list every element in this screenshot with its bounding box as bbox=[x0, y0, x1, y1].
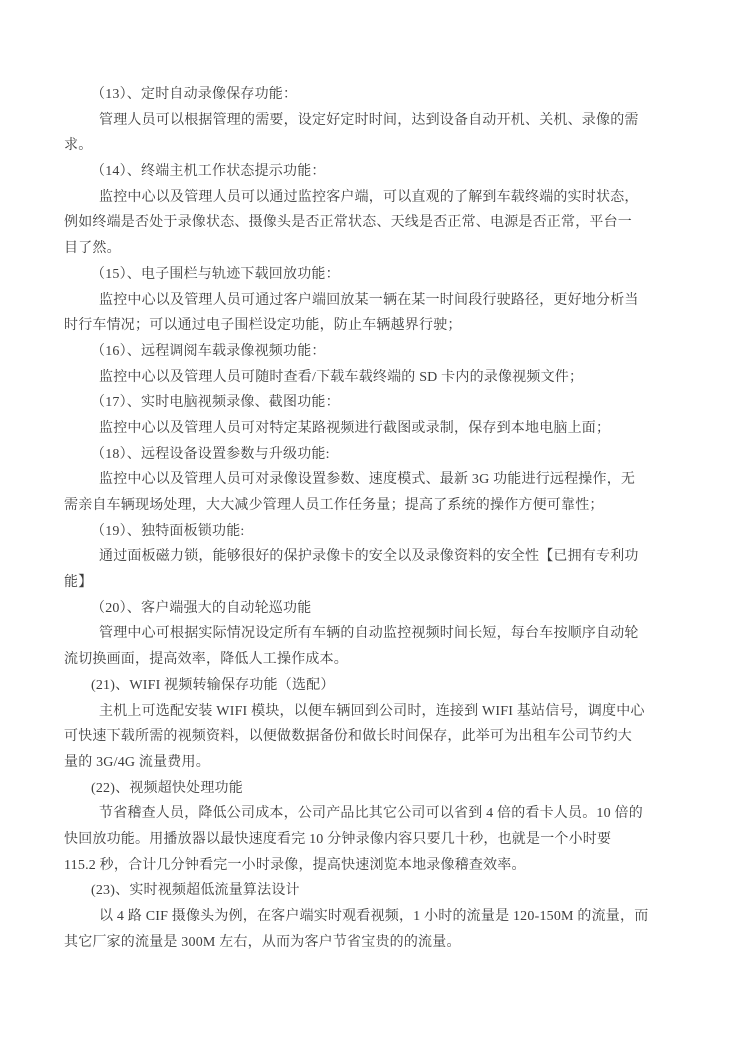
section-22-line: 快回放功能。用播放器以最快速度看完 10 分钟录像内容只要几十秒，也就是一个小时要 bbox=[64, 831, 612, 847]
section-14-line: 监控中心以及管理人员可以通过监控客户端，可以直观的了解到车载终端的实时状态， bbox=[99, 189, 639, 205]
section-14-heading: （14）、终端主机工作状态提示功能： bbox=[91, 164, 326, 180]
section-22-line: 115.2 秒，合计几分钟看完一小时录像，提高快速浏览本地录像稽查效率。 bbox=[64, 857, 526, 873]
section-15-heading: （15）、电子围栏与轨迹下载回放功能： bbox=[91, 266, 340, 282]
section-20-heading: （20）、客户端强大的自动轮巡功能 bbox=[91, 600, 312, 616]
section-18-line: 需亲自车辆现场处理，大大减少管理人员工作任务量；提高了系统的操作方便可靠性； bbox=[64, 498, 604, 513]
section-13-line: 求。 bbox=[64, 138, 93, 154]
section-19-line: 通过面板磁力锁，能够很好的保护录像卡的安全以及录像资料的安全性【已拥有专利功 bbox=[99, 549, 639, 565]
section-23-heading: (23)、实时视频超低流量算法设计 bbox=[91, 883, 300, 899]
section-23-line: 其它厂家的流量是 300M 左右，从而为客户节省宝贵的的流量。 bbox=[64, 934, 461, 950]
section-19-heading: （19）、独特面板锁功能: bbox=[91, 523, 245, 539]
section-16-heading: （16）、远程调阅车载录像视频功能： bbox=[91, 343, 326, 359]
section-19-line: 能】 bbox=[64, 575, 93, 591]
section-15-line: 时行车情况；可以通过电子围栏设定功能，防止车辆越界行驶； bbox=[64, 318, 462, 334]
section-21-line: 量的 3G/4G 流量费用。 bbox=[64, 754, 210, 770]
section-20-line: 流切换画面，提高效率，降低人工操作成本。 bbox=[64, 652, 348, 668]
section-23-line: 以 4 路 CIF 摄像头为例，在客户端实时观看视频，1 小时的流量是 120-150M 的流量，而 bbox=[99, 909, 649, 924]
section-18-line: 监控中心以及管理人员可对录像设置参数、速度模式、最新 3G 功能进行远程操作，无 bbox=[99, 472, 636, 488]
section-20-line: 管理中心可根据实际情况设定所有车辆的自动监控视频时间长短，每台车按顺序自动轮 bbox=[99, 626, 639, 642]
section-13-heading: （13）、定时自动录像保存功能： bbox=[91, 87, 298, 102]
section-16-line: 监控中心以及管理人员可随时查看/下载车载终端的 SD 卡内的录像视频文件； bbox=[99, 369, 584, 385]
document-text-block bbox=[64, 82, 649, 955]
section-13-line: 管理人员可以根据管理的需要，设定好定时时间，达到设备自动开机、关机、录像的需 bbox=[99, 112, 639, 128]
section-15-line: 监控中心以及管理人员可通过客户端回放某一辆在某一时间段行驶路径，更好地分析当 bbox=[99, 292, 639, 308]
section-17-heading: （17）、实时电脑视频录像、截图功能： bbox=[91, 395, 340, 411]
section-14-line: 目了然。 bbox=[64, 241, 121, 257]
section-17-line: 监控中心以及管理人员可对特定某路视频进行截图或录制，保存到本地电脑上面； bbox=[99, 420, 611, 436]
section-14-line: 例如终端是否处于录像状态、摄像头是否正常状态、天线是否正常、电源是否正常，平台一 bbox=[64, 215, 632, 231]
section-22-heading: (22)、视频超快处理功能 bbox=[91, 780, 243, 796]
section-21-line: 主机上可选配安装 WIFI 模块，以便车辆回到公司时，连接到 WIFI 基站信号，调度中心 bbox=[99, 703, 645, 719]
section-22-line: 节省稽查人员，降低公司成本，公司产品比其它公司可以省到 4 倍的看卡人员。10 倍的 bbox=[99, 806, 643, 822]
section-21-line: 可快速下载所需的视频资料，以便做数据备份和做长时间保存，此举可为出租车公司节约大 bbox=[64, 729, 632, 745]
section-18-heading: （18）、远程设备设置参数与升级功能: bbox=[91, 446, 330, 462]
section-21-heading: (21)、WIFI 视频转输保存功能（选配） bbox=[91, 677, 335, 693]
